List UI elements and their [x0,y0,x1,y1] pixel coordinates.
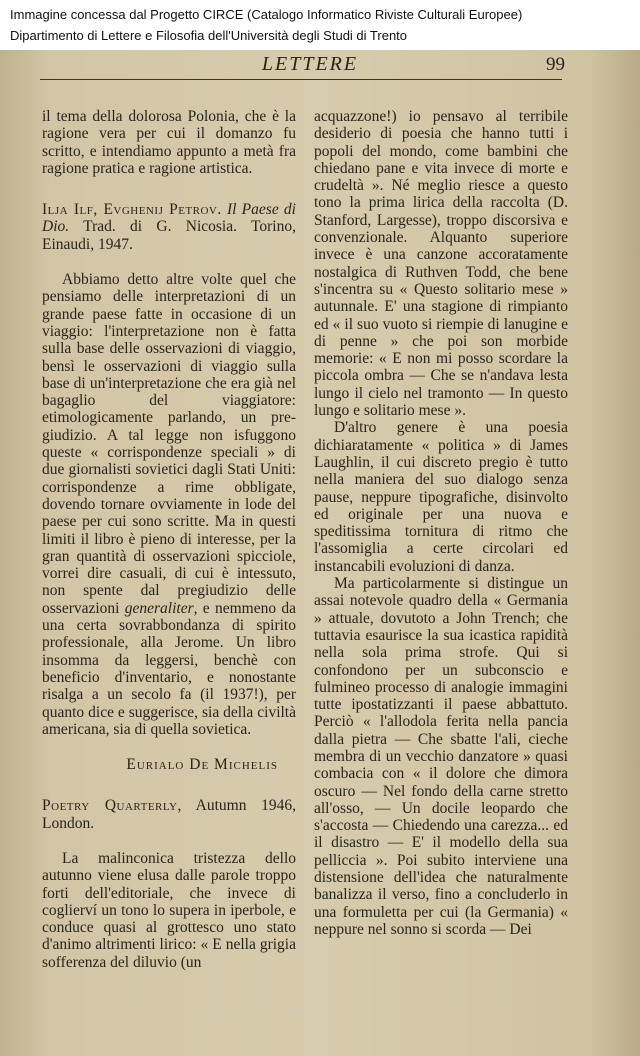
review-signature: Eurialo De Michelis [126,756,278,774]
running-head [40,53,580,79]
paragraph-laughlin: D'altro genere è una poesia dichiaratamente « politica » di James Laughlin, il cui discreto pregio è tutto nella maniera del suo dialogo senza pause, neppure tipografiche, disinvolto ed originale per una nuova e speditissima tornitura di ritmo che l'assomiglia a certe circolari ed instancabili evoluzioni di danza. [314,419,568,575]
paragraph-acquazzone: acquazzone!) io pensavo al terribile desiderio di poesia che hanno tutti i popoli del mondo, come bambini che chiedano pane e vita invece di morte e crudeltà ». Né meglio riesce a questo tono la prima lirica della raccolta (D. Stanford, Largesse), troppo discorsiva e convenzionale. Alquanto superiore invece è una canzone accoratamente nostalgica di Ruthven Todd, che bene s'incentra su « Questo solitario mese » autunnale. E' una stagione di rimpianto ed « il suo vuoto si riempie di lanugine e di penne » che poi son morbide memorie: « E non mi posso scordare la piccola ombra — Che se n'andava lesta lungo il cielo nel tramonto — In questo lungo e solitario mese ». [314,108,568,420]
review-book-title: Il Paese di Dio. [42,201,296,236]
credit-line-1: Immagine concessa dal Progetto CIRCE (Catalogo Informatico Riviste Culturali Europee) [10,7,523,22]
review-heading-ilf-petrov [42,201,296,253]
review-text-b: , e nemmeno da una certa sovrabbondanza di spirito professionale, alla Jerome. Un libro insomma da leggersi, benchè con beneficio d'inventario, e nonostante risalga a un secolo fa (il 1937!), per quanto dice e suggerisce, sia della civiltà americana, sia di quella sovietica. [42,599,296,738]
journal-details: Autumn 1946, London. [42,797,296,832]
image-credit-banner [0,0,640,50]
header-rule [40,79,562,80]
review-heading-poetry-quarterly [42,797,296,832]
review-book-details: Trad. di G. Nicosia. Torino, Einaudi, 1947. [42,218,296,253]
scanned-page [0,50,640,1056]
paragraph-continued: il tema della dolorosa Polonia, che è la ragione vera per cui il domanzo fu scritto, e intendiamo appunto a metà fra ragione pratica e ragione artistica. [42,108,296,177]
journal-title: Poetry Quarterly, [42,797,182,815]
review-text-a: Abbiamo detto altre volte quel che pensiamo delle interpretazioni di un grande paese fatte in occasione di un viaggio: l'interpretazione non è fatta sulla base delle osservazioni di viaggio, bensì le osservazioni di viaggio sulla base di un'interpretazione che era già nel bagaglio del viaggiatore: etimologicamente parlando, un pre-giudizio. A tal legge non isfuggono queste « corrispondenze speciali » di due giornalisti sovietici dagli Stati Uniti: corrispondenze a rime obbligate, dovendo tornare ovviamente in lode del paese per cui sono scritte. Ma in questi limiti il libro è pieno di interesse, per la gran quantità di osservazioni spicciole, vorrei dire casuali, di cui è intessuto, non spente dal pregiudizio delle osservazioni [42,271,296,617]
right-column [314,108,568,938]
review-paragraph-ilf-petrov [42,271,296,738]
running-title: LETTERE [261,53,359,75]
page-number: 99 [546,54,565,75]
review-authors: Ilja Ilf, Evghenij Petrov. [42,201,222,219]
review-paragraph-poetry-quarterly: La malinconica tristezza dello autunno viene elusa dalle parole troppo forti dell'editoriale, che invece di coglierví un tono lo supera in iperbole, e conduce quasi al grottesco uno stato d'animo altrimenti lirico: « E nella grigia sofferenza del diluvio (un [42,849,296,971]
paragraph-trench: Ma particolarmente si distingue un assai notevole quadro della « Germania » attuale, dovutoto a John Trench; che tuttavia esaurisce la sua icastica rapidità nella sola prima strofe. Qui si confondono per un subconscio e fulmineo processo di analogie immagini tutte ipostatizzanti il paese abbattuto. Perciò « l'allodola ferita nella pancia dalla pietra — Che sbatte l'ali, cieche membra di un vecchio danzatore » quasi combacia con « il dolore che dimora oscuro — Nel fondo della carne stretto all'osso, — Un docile leopardo che s'accosta — Chiedendo una carezza... ed il disastro — E' il modello della sua pelliccia ». Poi subito interviene una distensione dell'idea che naturalmente banalizza il verso, fino a concluderlo in una formuletta per cui (la Germania) « neppure nel sonno si scorda — Dei [314,575,568,938]
credit-line-2: Dipartimento di Lettere e Filosofia dell'Università degli Studi di Trento [10,28,408,43]
left-column [42,108,296,971]
review-text-latin: generaliter [124,599,194,617]
